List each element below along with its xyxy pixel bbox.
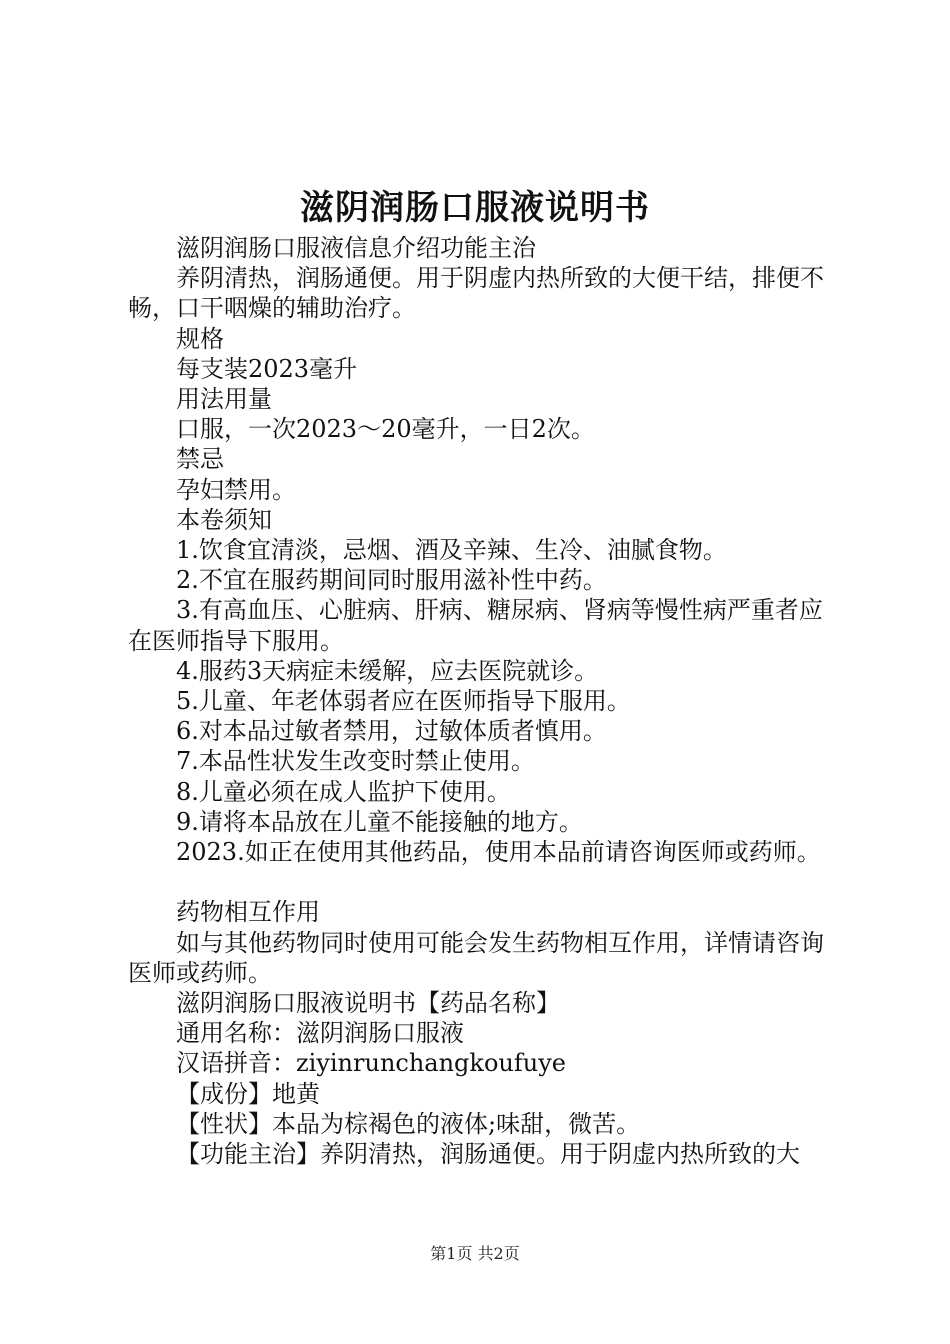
precaution-item: 3.有高血压、心脏病、肝病、糖尿病、肾病等慢性病严重者应在医师指导下服用。 [128, 596, 823, 655]
page-total: 共2页 [477, 1244, 520, 1263]
precaution-item: 8.儿童必须在成人监护下使用。 [176, 777, 511, 806]
precaution-item: 1.饮食宜清淡，忌烟、酒及辛辣、生冷、油腻食物。 [176, 536, 727, 565]
precaution-item: 7.本品性状发生改变时禁止使用。 [176, 747, 535, 776]
paragraph-dosage: 口服，一次2023～20毫升，一日2次。 [176, 415, 595, 444]
paragraph-functions: 【功能主治】养阴清热，润肠通便。用于阴虚内热所致的大 [176, 1140, 800, 1169]
document-title: 滋阴润肠口服液说明书 [300, 188, 650, 228]
precaution-item: 4.服药3天病症未缓解，应去医院就诊。 [176, 656, 599, 685]
precaution-item: 2.不宜在服药期间同时服用滋补性中药。 [176, 566, 607, 595]
precaution-item: 5.儿童、年老体弱者应在医师指导下服用。 [176, 687, 631, 716]
paragraph-intro: 滋阴润肠口服液信息介绍功能主治 [176, 234, 536, 262]
precaution-item: 9.请将本品放在儿童不能接触的地方。 [176, 807, 583, 836]
paragraph-interactions: 如与其他药物同时使用可能会发生药物相互作用，详情请咨询医师或药师。 [128, 928, 824, 987]
paragraph-ingredients: 【成份】地黄 [176, 1079, 320, 1108]
heading-dosage: 用法用量 [176, 385, 272, 414]
heading-specification: 规格 [176, 324, 224, 353]
page-footer [0, 1243, 950, 1265]
precaution-item: 6.对本品过敏者禁用，过敏体质者慎用。 [176, 717, 607, 746]
heading-contraindications: 禁忌 [176, 445, 224, 474]
heading-interactions: 药物相互作用 [176, 898, 320, 927]
paragraph-contraindications: 孕妇禁用。 [176, 475, 296, 504]
paragraph-indications: 养阴清热，润肠通便。用于阴虚内热所致的大便干结，排便不畅，口干咽燥的辅助治疗。 [128, 264, 824, 323]
document-body [128, 233, 840, 1169]
precaution-item: 2023.如正在使用其他药品，使用本品前请咨询医师或药师。 [176, 838, 821, 867]
page-number: 第1页 [430, 1244, 473, 1263]
paragraph-specification: 每支装2023毫升 [176, 354, 358, 383]
paragraph-drug-name-heading: 滋阴润肠口服液说明书【药品名称】 [176, 989, 560, 1018]
blank-line [128, 867, 840, 897]
heading-precautions: 本卷须知 [176, 505, 272, 534]
paragraph-pinyin: 汉语拼音：ziyinrunchangkoufuye [176, 1049, 566, 1078]
paragraph-properties: 【性状】本品为棕褐色的液体;味甜，微苦。 [176, 1109, 641, 1138]
paragraph-generic-name: 通用名称：滋阴润肠口服液 [176, 1019, 464, 1048]
